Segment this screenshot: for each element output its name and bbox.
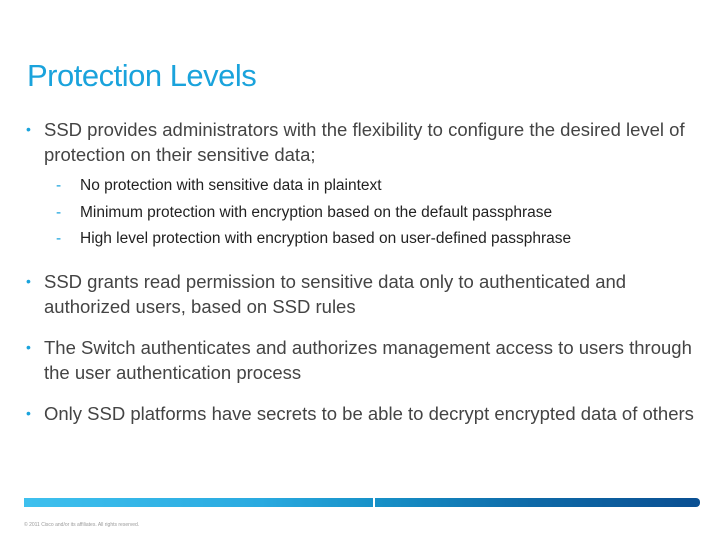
bullet-item [26,117,696,253]
dash-icon: - [56,203,62,221]
bullet-icon: • [26,121,31,137]
bullet-text: SSD grants read permission to sensitive data only to authenticated and authorized users, based on SSD rules [44,270,627,317]
dash-icon: - [56,177,62,194]
bullet-item [26,335,696,385]
bullet-icon: • [26,338,31,355]
bullet-icon: • [26,272,31,289]
sub-item [44,226,696,253]
bullet-text: SSD provides administrators with the flexibility to configure the desired level of protection on their sensitive data; [44,119,685,165]
bullet-list [26,117,696,442]
sub-item [44,200,696,227]
bullet-item [26,269,696,319]
bullet-text: The Switch authenticates and authorizes management access to users through the user authentication process [44,336,692,383]
slide-title: Protection Levels [27,58,257,93]
sub-item [44,173,696,200]
footer-divider [373,498,375,507]
bullet-icon: • [26,404,31,421]
dash-icon: - [56,230,62,247]
copyright-text: © 2011 Cisco and/or its affiliates. All rights reserved. [24,522,140,528]
sub-item-text: High level protection with encryption based on user-defined passphrase [80,230,572,247]
bullet-item [26,401,696,426]
sub-item-text: Minimum protection with encryption based on the default passphrase [80,203,553,221]
bullet-text: Only SSD platforms have secrets to be able to decrypt encrypted data of others [44,402,694,424]
sub-item-text: No protection with sensitive data in plaintext [80,177,382,194]
sub-list [44,173,696,253]
footer-gradient-bar [24,498,700,507]
